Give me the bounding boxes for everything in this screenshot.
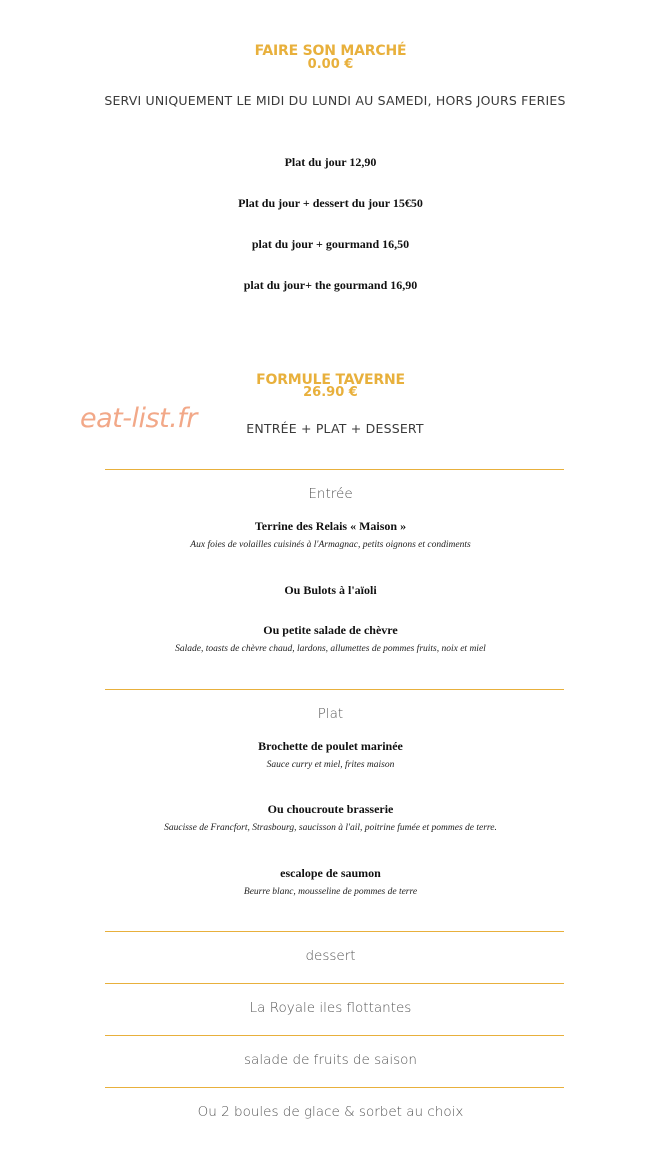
menu-item-plat-dessert: Plat du jour + dessert du jour 15€50 (238, 196, 423, 210)
divider (105, 689, 564, 690)
divider (105, 931, 564, 932)
section-title-faire-son-marche: FAIRE SON MARCHÉ (254, 43, 407, 59)
section-price-faire-son-marche: 0.00 € (307, 57, 354, 72)
dish-name: Brochette de poulet marinée (258, 739, 403, 753)
category-label-plat: Plat (317, 706, 344, 722)
dessert-item: salade de fruits de saison (244, 1052, 417, 1068)
dish-name: escalope de saumon (280, 866, 381, 880)
menu-item-plat-gourmand: plat du jour + gourmand 16,50 (251, 237, 410, 251)
section-price-formule-taverne: 26.90 € (303, 385, 358, 400)
dish-description: Sauce curry et miel, frites maison (266, 760, 395, 770)
divider (105, 1035, 564, 1036)
divider (105, 1087, 564, 1088)
dish-description: Beurre blanc, mousseline de pommes de terre (243, 887, 418, 897)
dish-name: Ou choucroute brasserie (267, 802, 394, 816)
dish-description: Salade, toasts de chèvre chaud, lardons, allumettes de pommes fruits, noix et miel (175, 644, 486, 654)
dish-description: Aux foies de volailles cuisinés à l'Armagnac, petits oignons et condiments (190, 540, 471, 550)
watermark-logo: eat-list.fr (80, 403, 197, 434)
section-subtitle-faire-son-marche: SERVI UNIQUEMENT LE MIDI DU LUNDI AU SAMEDI, HORS JOURS FERIES (104, 93, 566, 108)
divider (105, 469, 564, 470)
divider (105, 983, 564, 984)
section-subtitle-formule-taverne: ENTRÉE + PLAT + DESSERT (246, 421, 424, 436)
section-title-formule-taverne: FORMULE TAVERNE (256, 372, 405, 388)
menu-item-plat-du-jour: Plat du jour 12,90 (284, 155, 377, 169)
dish-description: Saucisse de Francfort, Strasbourg, saucisson à l'ail, poitrine fumée et pommes de terre. (164, 823, 497, 833)
dessert-item: Ou 2 boules de glace & sorbet au choix (197, 1104, 464, 1120)
dish-name: Ou petite salade de chèvre (263, 623, 398, 637)
category-label-entree: Entrée (308, 486, 353, 502)
menu-item-plat-the-gourmand: plat du jour+ the gourmand 16,90 (243, 278, 418, 292)
category-label-dessert: dessert (305, 948, 356, 964)
dish-name: Terrine des Relais « Maison » (254, 519, 407, 533)
dish-name: Ou Bulots à l'aïoli (284, 583, 377, 597)
dessert-item: La Royale iles flottantes (249, 1000, 412, 1016)
